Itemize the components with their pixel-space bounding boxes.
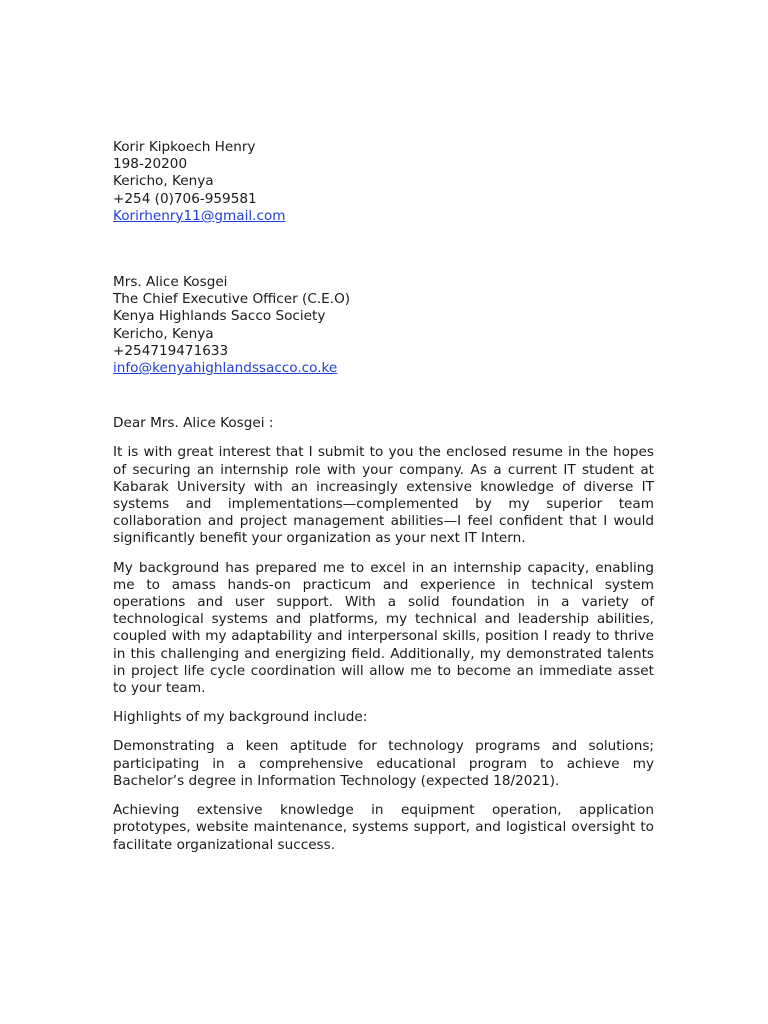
paragraph-highlight-2: Achieving extensive knowledge in equipment operation, application prototypes, website maintenance, systems support, and logistical oversight to facilitate organizational success. — [113, 802, 654, 853]
paragraph-background: My background has prepared me to excel in an internship capacity, enabling me to amass hands-on practicum and experience in technical system operations and user support. With a solid foundation in a variety of technological systems and platforms, my technical and leadership abilities, coupled with my adaptability and interpersonal skills, position I ready to thrive in this challenging and energizing field. Additionally, my demonstrated talents in project life cycle coordination will allow me to become an immediate asset to your team. — [113, 559, 654, 697]
recipient-city: Kericho, Kenya — [113, 325, 214, 342]
salutation: Dear Mrs. Alice Kosgei : — [113, 415, 274, 432]
letter-body — [113, 139, 654, 866]
recipient-address-block — [113, 274, 654, 377]
recipient-phone: +254719471633 — [113, 342, 229, 359]
recipient-name: Mrs. Alice Kosgei — [113, 274, 228, 291]
sender-box: 198-20200 — [113, 156, 188, 173]
sender-address-block — [113, 139, 654, 225]
paragraph-highlights-heading: Highlights of my background include: — [113, 709, 368, 726]
sender-email-link[interactable]: Korirhenry11@gmail.com — [113, 207, 286, 224]
recipient-title: The Chief Executive Officer (C.E.O) — [113, 291, 351, 308]
recipient-email-link[interactable]: info@kenyahighlandssacco.co.ke — [113, 360, 338, 377]
sender-city: Kericho, Kenya — [113, 173, 214, 190]
recipient-organization: Kenya Highlands Sacco Society — [113, 308, 326, 325]
sender-name: Korir Kipkoech Henry — [113, 139, 256, 155]
paragraph-intro: It is with great interest that I submit to you the enclosed resume in the hopes of securing an internship role with your company. As a current IT student at Kabarak University with an increasingly extensive knowledge of diverse IT systems and implementations—complemented by my superior team collaboration and project management abilities—I feel confident that I would significantly benefit your organization as your next IT Intern. — [113, 444, 654, 547]
sender-phone: +254 (0)706-959581 — [113, 190, 257, 207]
paragraph-highlight-1: Demonstrating a keen aptitude for technology programs and solutions; participating in a comprehensive educational program to achieve my Bachelor’s degree in Information Technology (expected 18/2021). — [113, 738, 654, 789]
